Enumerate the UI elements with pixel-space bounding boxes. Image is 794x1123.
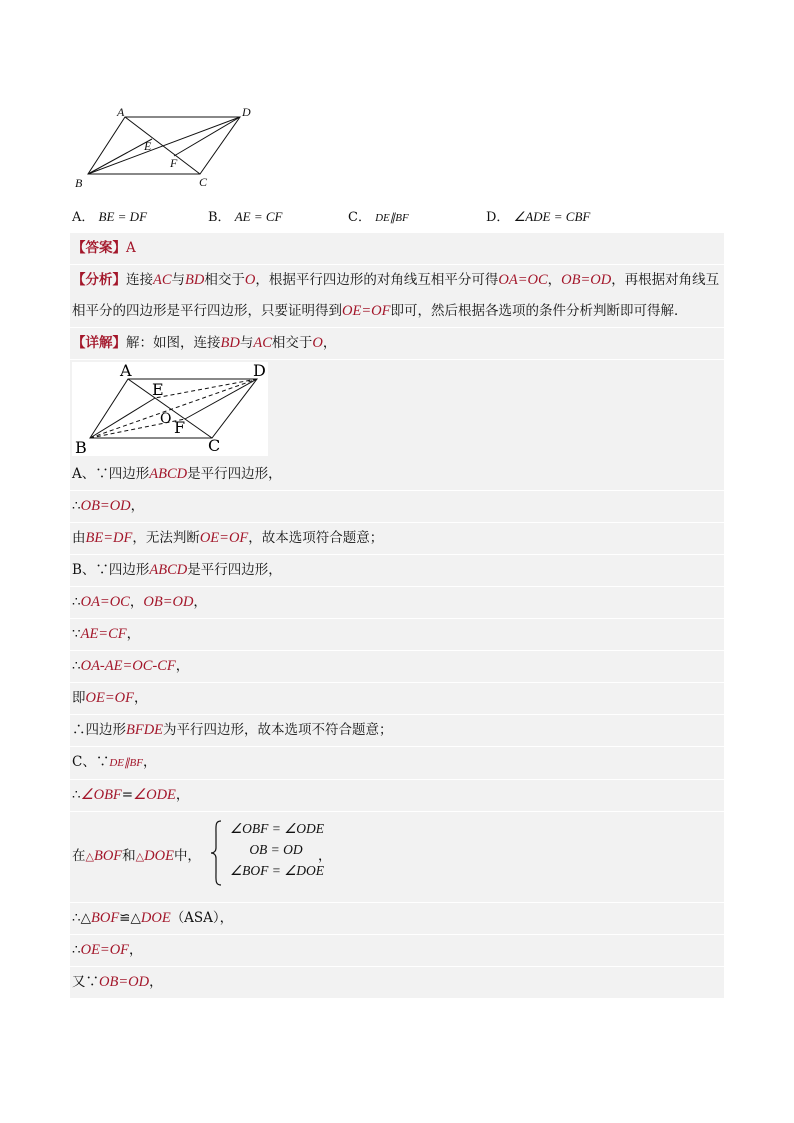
option-a: A． BE = DF	[72, 209, 148, 225]
fig1-diagonal-bd	[88, 117, 240, 174]
fig1-label-d: D	[242, 105, 251, 119]
step-c5: ∴OE=OF，	[70, 935, 724, 967]
step-c3-system: 在△BOF和△DOE中， ∠OBF = ∠ODE OB = OD ∠BOF = ∠DOE ，	[70, 812, 724, 903]
option-b: B． AE = CF	[208, 209, 283, 225]
fig2-label-f: F	[174, 418, 186, 437]
detail-line: 【详解】解：如图，连接BD与AC相交于O，	[70, 328, 724, 360]
fig1-label-e: E	[144, 139, 152, 153]
step-c6: 又∵OB=OD，	[70, 967, 724, 999]
system-eq-2: OB = OD	[249, 842, 303, 857]
step-b4: ∴OA-AE=OC-CF，	[70, 651, 724, 683]
answer-line	[70, 233, 724, 265]
fig1-label-f: F	[170, 156, 178, 170]
step-a1: A、∵四边形ABCD是平行四边形，	[70, 459, 724, 491]
solution-block	[70, 233, 724, 999]
fig2-segment-de-dashed	[155, 379, 257, 398]
fig2-label-a: A	[120, 362, 132, 380]
figure-parallelogram-2	[72, 362, 268, 456]
fig1-label-b: B	[75, 176, 83, 190]
fig2-segment-df	[185, 379, 257, 419]
step-b3: ∵AE=CF，	[70, 619, 724, 651]
answer-options	[72, 206, 722, 226]
step-c1: C、∵DE∥BF，	[70, 747, 724, 780]
answer-value: A	[126, 240, 136, 256]
analysis-paragraph: 【分析】连接AC与BD相交于O，根据平行四边形的对角线互相平分可得OA=OC，OB=OD，再根据对角线互相平分的四边形是平行四边形，只要证明得到OE=OF即可，然后根据各选项的条件分析判断即可得解．	[70, 265, 724, 328]
step-b6: ∴四边形BFDE为平行四边形，故本选项不符合题意；	[70, 715, 724, 747]
fig1-diagonal-ac	[125, 117, 200, 174]
step-b2: ∴OA=OC，OB=OD，	[70, 587, 724, 619]
step-a2: ∴OB=OD，	[70, 491, 724, 523]
step-a3: 由BE=DF，无法判断OE=OF，故本选项符合题意；	[70, 523, 724, 555]
fig1-label-c: C	[199, 175, 208, 189]
fig2-label-c: C	[208, 436, 221, 455]
fig2-label-b: B	[75, 438, 87, 456]
figure-row	[70, 360, 724, 459]
answer-tag: 【答案】	[72, 240, 126, 256]
figure-2-svg	[72, 362, 268, 456]
fig2-label-o: O	[160, 411, 172, 427]
system-brace-icon	[210, 820, 222, 886]
fig1-segment-df	[174, 117, 240, 156]
fig2-label-d: D	[253, 362, 266, 380]
equation-system	[230, 818, 325, 881]
step-c2: ∴∠OBF=∠ODE，	[70, 780, 724, 812]
system-eq-3: ∠BOF = ∠DOE	[230, 863, 325, 878]
fig2-diagonal-ac	[128, 379, 212, 438]
step-b1: B、∵四边形ABCD是平行四边形，	[70, 555, 724, 587]
option-d: D． ∠ADE = CBF	[486, 209, 591, 225]
option-c: C． DE∥BF	[348, 210, 409, 225]
fig1-segment-be	[88, 139, 152, 174]
figure-parallelogram-1	[70, 103, 270, 193]
fig2-label-e: E	[152, 380, 164, 399]
system-eq-1: ∠OBF = ∠ODE	[230, 821, 325, 836]
step-b5: 即OE=OF，	[70, 683, 724, 715]
figure-1-svg	[70, 103, 270, 193]
step-c4: ∴△BOF≌△DOE（ASA），	[70, 903, 724, 935]
fig1-label-a: A	[117, 105, 125, 119]
